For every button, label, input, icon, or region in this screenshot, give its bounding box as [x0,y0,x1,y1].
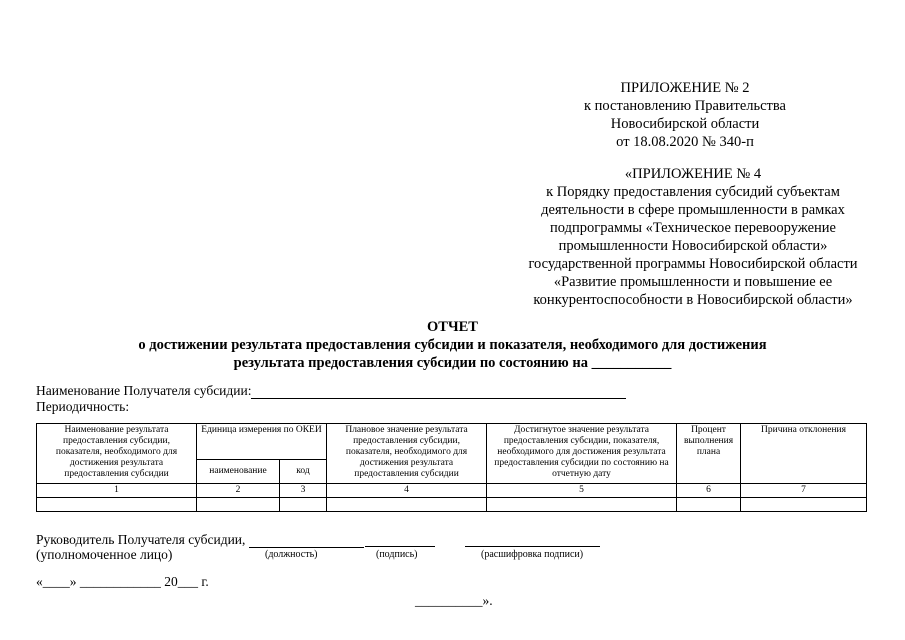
head-signature-label [36,532,364,548]
col-header-unit-name: наименование [197,460,280,484]
col-number: 6 [677,484,741,498]
authorized-person-label: (уполномоченное лицо) [36,547,173,562]
sign-line[interactable] [365,546,435,547]
appendix-4-line: конкурентоспособности в Новосибирской области» [533,292,853,308]
appendix-4-header [488,165,898,309]
col-number: 2 [197,484,280,498]
appendix-2-line: Новосибирской области [610,116,760,132]
col-header-actual: Достигнутое значение результата предоставления субсидии, показателя, необходимого для достижения результата предоставления субсидии по состоянию на отчетную дату [487,424,677,484]
appendix-4-line: «Развитие промышленности и повышение ее [553,274,833,290]
sign-caption: (подпись) [376,549,418,560]
decode-line[interactable] [465,546,600,547]
appendix-2-header [560,79,810,151]
appendix-4-line: подпрограммы «Техническое перевооружение [550,220,836,236]
col-number: 7 [741,484,867,498]
col-header-unit: Единица измерения по ОКЕИ [197,424,327,460]
table-cell[interactable] [487,498,677,512]
appendix-2-line: к постановлению Правительства [584,98,786,114]
appendix-4-line: промышленности Новосибирской области» [558,238,828,254]
table-cell[interactable] [327,498,487,512]
appendix-2-line: ПРИЛОЖЕНИЕ № 2 [620,80,750,96]
report-subtitle-line-1: о достижении результата предоставления субсидии и показателя, необходимого для достижения [138,337,767,353]
appendix-4-line: к Порядку предоставления субсидий субъектам [546,184,840,200]
table-row [37,498,867,512]
appendix-4-line: государственной программы Новосибирской области [528,256,858,272]
recipient-label: Наименование Получателя субсидии: [36,383,252,398]
col-number: 3 [280,484,327,498]
table-header-row [37,424,867,460]
head-label: Руководитель Получателя субсидии, [36,532,246,547]
periodicity-field [36,399,129,415]
col-number: 1 [37,484,197,498]
col-number: 5 [487,484,677,498]
date-line: «____» ____________ 20___ г. [36,574,209,589]
col-header-percent: Процент выполнения плана [677,424,741,484]
recipient-input-line[interactable] [251,398,626,399]
table-cell[interactable] [677,498,741,512]
col-header-reason: Причина отклонения [741,424,867,484]
recipient-field [36,383,626,399]
position-caption: (должность) [265,549,318,560]
appendix-2-line: от 18.08.2020 № 340-п [616,134,754,150]
position-line[interactable] [249,547,364,548]
col-number: 4 [327,484,487,498]
periodicity-label: Периодичность: [36,399,130,414]
col-header-unit-code: код [280,460,327,484]
appendix-4-line: «ПРИЛОЖЕНИЕ № 4 [624,166,762,182]
table-cell[interactable] [280,498,327,512]
table-cell[interactable] [197,498,280,512]
table-number-row [37,484,867,498]
table-cell[interactable] [741,498,867,512]
decode-caption: (расшифровка подписи) [481,549,584,560]
report-subtitle-line-2: результата предоставления субсидии по состоянию на ___________ [233,355,672,371]
report-title: ОТЧЕТ [427,319,478,335]
appendix-4-line: деятельности в сфере промышленности в рамках [541,202,845,218]
col-header-result: Наименование результата предоставления субсидии, показателя, необходимого для достижения результата предоставления субсидии [37,424,197,484]
table-cell[interactable] [37,498,197,512]
closing-mark: __________». [415,593,493,608]
report-table [36,423,867,512]
col-header-plan: Плановое значение результата предоставления субсидии, показателя, необходимого для достижения результата предоставления субсидии [327,424,487,484]
